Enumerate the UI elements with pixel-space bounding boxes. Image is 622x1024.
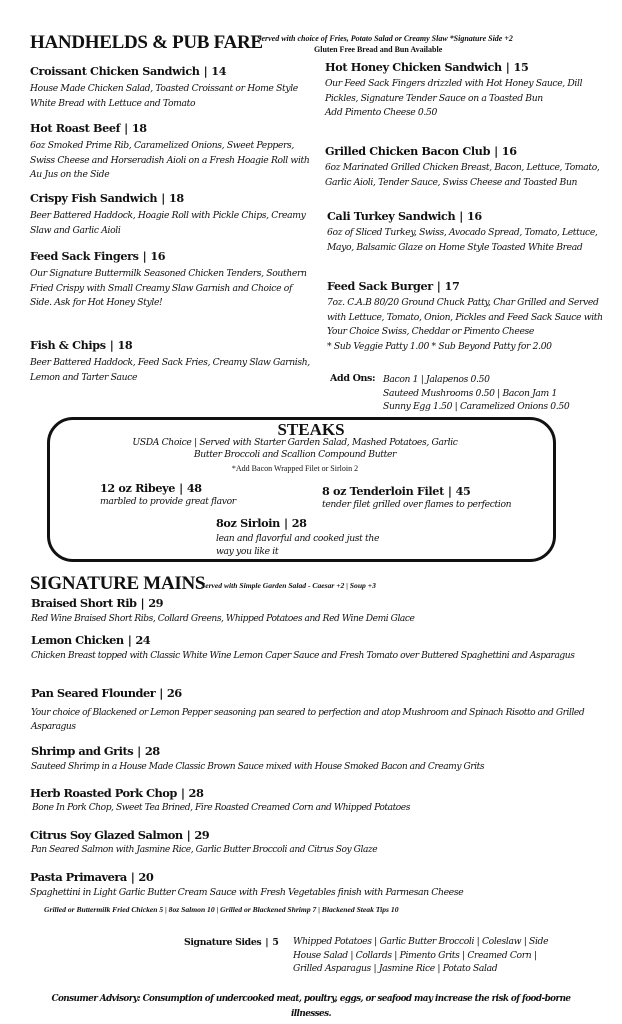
mains-addons: Grilled or Buttermilk Fried Chicken 5 | 8oz Salmon 10 | Grilled or Blackened Shrimp 7 | Blackened Steak Tips 10 bbox=[44, 905, 399, 914]
sides-line: Grilled Asparagus | Jasmine Rice | Potato Salad bbox=[293, 963, 498, 974]
item-name: Croissant Chicken Sandwich bbox=[30, 64, 200, 78]
item-desc: Beer Battered Haddock, Feed Sack Fries, Creamy Slaw Garnish, Lemon and Tarter Sauce bbox=[30, 357, 310, 383]
item-desc: 7oz. C.A.B 80/20 Ground Chuck Patty, Char Grilled and Served with Lettuce, Tomato, Onion, Pickles and Feed Sack Sauce with Your Choice Swiss, Cheddar or Pimento Cheese bbox=[327, 297, 603, 337]
addons-line: Sunny Egg 1.50 | Caramelized Onions 0.50 bbox=[383, 401, 570, 412]
item-desc: lean and flavorful and cooked just the bbox=[216, 533, 380, 544]
menu-item bbox=[30, 338, 315, 385]
item-desc: 6oz Smoked Prime Rib, Caramelized Onions, Sweet Peppers, Swiss Cheese and Horseradish Aioli on a Fresh Hoagie Roll with Au Jus on the Side bbox=[30, 140, 310, 180]
menu-item bbox=[327, 279, 615, 354]
item-price: 18 bbox=[168, 191, 184, 205]
steaks-desc bbox=[0, 437, 590, 461]
section-title-steaks: STEAKS bbox=[277, 420, 345, 439]
item-name: 12 oz Ribeye bbox=[100, 481, 176, 495]
item-name: Cali Turkey Sandwich bbox=[327, 209, 456, 223]
item-price: 29 bbox=[148, 596, 164, 610]
item-name: Braised Short Rib bbox=[31, 596, 137, 610]
steak-item bbox=[322, 484, 511, 513]
item-title: Herb Roasted Pork Chop | 28 bbox=[30, 786, 204, 800]
advisory-line: Consumer Advisory: Consumption of undercooked meat, poultry, eggs, or seafood may increase the risk of food-borne bbox=[51, 994, 571, 1004]
item-name: Lemon Chicken bbox=[31, 633, 124, 647]
item-price: 24 bbox=[135, 633, 151, 647]
item-desc: House Made Chicken Salad, Toasted Croissant or Home Style White Bread with Lettuce and Tomato bbox=[30, 83, 298, 109]
item-extra: * Sub Veggie Patty 1.00 * Sub Beyond Patty for 2.00 bbox=[327, 340, 552, 352]
item-desc: Pan Seared Salmon with Jasmine Rice, Garlic Butter Broccoli and Citrus Soy Glaze bbox=[31, 845, 378, 855]
item-price: 15 bbox=[513, 60, 529, 74]
item-price: 16 bbox=[466, 209, 482, 223]
item-desc: 6oz Marinated Grilled Chicken Breast, Bacon, Lettuce, Tomato, Garlic Aioli, Tender Sauce, Swiss Cheese and Toasted Bun bbox=[325, 162, 600, 188]
item-name: Hot Roast Beef bbox=[30, 121, 121, 135]
item-title: Grilled Chicken Bacon Club | 16 bbox=[325, 144, 517, 158]
item-title: Cali Turkey Sandwich | 16 bbox=[327, 209, 482, 223]
item-price: 14 bbox=[211, 64, 227, 78]
item-title: Feed Sack Burger | 17 bbox=[327, 279, 460, 293]
addons-list bbox=[383, 373, 622, 414]
main-item bbox=[30, 828, 620, 857]
main-item bbox=[30, 786, 620, 815]
advisory-line: illnesses. bbox=[290, 1009, 332, 1019]
item-name: Grilled Chicken Bacon Club bbox=[325, 144, 491, 158]
section-title-mains: SIGNATURE MAINS bbox=[30, 573, 206, 594]
item-price: 20 bbox=[138, 870, 154, 884]
menu-item bbox=[30, 64, 315, 111]
item-desc: Our Signature Buttermilk Seasoned Chicken Tenders, Southern Fried Crispy with Small Creamy Slaw Garnish and Choice of Side. Ask for Hot Honey Style! bbox=[30, 268, 307, 308]
main-item bbox=[31, 633, 576, 663]
item-price: 48 bbox=[186, 481, 202, 495]
item-name: 8oz Sirloin bbox=[216, 516, 280, 530]
item-extra: Add Pimento Cheese 0.50 bbox=[325, 107, 437, 118]
steak-item bbox=[100, 481, 236, 510]
item-title: Fish & Chips | 18 bbox=[30, 338, 133, 352]
item-title: Feed Sack Fingers | 16 bbox=[30, 249, 166, 263]
item-desc: 6oz of Sliced Turkey, Swiss, Avocado Spread, Tomato, Lettuce, Mayo, Balsamic Glaze on Home Style Toasted White Bread bbox=[327, 227, 598, 253]
item-price: 28 bbox=[188, 786, 204, 800]
item-price: 28 bbox=[144, 744, 160, 758]
item-price: 18 bbox=[131, 121, 147, 135]
item-desc: Bone In Pork Chop, Sweet Tea Brined, Fire Roasted Creamed Corn and Whipped Potatoes bbox=[32, 803, 410, 813]
item-desc: Spaghettini in Light Garlic Butter Cream Sauce with Fresh Vegetables finish with Parmesan Cheese bbox=[30, 887, 464, 898]
item-title: Crispy Fish Sandwich | 18 bbox=[30, 191, 184, 205]
addons-line: Sauteed Mushrooms 0.50 | Bacon Jam 1 bbox=[383, 387, 557, 399]
item-name: 8 oz Tenderloin Filet bbox=[322, 484, 444, 498]
addons-line: Bacon 1 | Jalapenos 0.50 bbox=[383, 374, 490, 385]
item-price: 16 bbox=[150, 249, 166, 263]
item-name: Feed Sack Burger bbox=[327, 279, 433, 293]
item-name: Shrimp and Grits bbox=[31, 744, 134, 758]
item-desc: marbled to provide great flavor bbox=[100, 496, 236, 507]
handhelds-note: Served with choice of Fries, Potato Salad or Creamy Slaw *Signature Side +2 bbox=[257, 34, 513, 43]
item-name: Pan Seared Flounder bbox=[31, 686, 156, 700]
menu-item bbox=[30, 121, 315, 183]
item-title: Croissant Chicken Sandwich | 14 bbox=[30, 64, 227, 78]
item-desc: Your choice of Blackened or Lemon Pepper seasoning pan seared to perfection and atop Mushroom and Spinach Risotto and Grilled Asparagus bbox=[31, 708, 585, 732]
item-title: Braised Short Rib | 29 bbox=[31, 596, 164, 610]
section-title-handhelds: HANDHELDS & PUB FARE bbox=[30, 32, 263, 53]
item-title: Hot Honey Chicken Sandwich | 15 bbox=[325, 60, 529, 74]
item-title: Shrimp and Grits | 28 bbox=[31, 744, 160, 758]
item-title: Pasta Primavera | 20 bbox=[30, 870, 154, 884]
item-desc: way you like it bbox=[216, 546, 279, 557]
main-item bbox=[31, 686, 591, 734]
item-price: 16 bbox=[501, 144, 517, 158]
item-desc: Sauteed Shrimp in a House Made Classic Brown Sauce mixed with House Smoked Bacon and Creamy Grits bbox=[31, 762, 485, 772]
menu-item bbox=[30, 191, 315, 238]
sides-line: House Salad | Collards | Pimento Grits | Creamed Corn | bbox=[293, 949, 537, 961]
item-title: Pan Seared Flounder | 26 bbox=[31, 686, 182, 700]
menu-item bbox=[325, 144, 610, 190]
item-name: Crispy Fish Sandwich bbox=[30, 191, 158, 205]
item-title: Hot Roast Beef | 18 bbox=[30, 121, 147, 135]
menu-item bbox=[30, 249, 315, 311]
item-desc: Our Feed Sack Fingers drizzled with Hot Honey Sauce, Dill Pickles, Signature Tender Sauce on a Toasted Bun bbox=[325, 78, 583, 104]
item-title: 12 oz Ribeye | 48 bbox=[100, 481, 202, 495]
main-item bbox=[31, 744, 621, 774]
steaks-desc-line: Butter Broccoli and Scallion Compound Butter bbox=[193, 449, 397, 460]
addons-label: Add Ons: bbox=[330, 373, 376, 384]
item-name: Pasta Primavera bbox=[30, 870, 127, 884]
item-price: 17 bbox=[444, 279, 460, 293]
sides-name: Signature Sides bbox=[184, 937, 262, 948]
item-name: Feed Sack Fingers bbox=[30, 249, 139, 263]
mains-note: Served with Simple Garden Salad - Caesar +2 | Soup +3 bbox=[201, 581, 376, 590]
main-item bbox=[31, 596, 611, 626]
item-desc: Beer Battered Haddock, Hoagie Roll with Pickle Chips, Creamy Slaw and Garlic Aioli bbox=[30, 210, 306, 236]
item-title: Citrus Soy Glazed Salmon | 29 bbox=[30, 828, 210, 842]
menu-item bbox=[327, 209, 610, 255]
item-name: Hot Honey Chicken Sandwich bbox=[325, 60, 502, 74]
item-title: 8oz Sirloin | 28 bbox=[216, 516, 307, 530]
sides-list bbox=[293, 935, 613, 976]
item-price: 28 bbox=[291, 516, 307, 530]
consumer-advisory bbox=[0, 992, 622, 1022]
item-desc: Chicken Breast topped with Classic White Wine Lemon Caper Sauce and Fresh Tomato over Buttered Spaghettini and Asparagus bbox=[31, 651, 575, 661]
item-title: 8 oz Tenderloin Filet | 45 bbox=[322, 484, 471, 498]
menu-item bbox=[325, 60, 610, 121]
item-desc: tender filet grilled over flames to perfection bbox=[322, 499, 512, 510]
sides-price: 5 bbox=[272, 937, 279, 948]
item-price: 18 bbox=[117, 338, 133, 352]
item-desc: Red Wine Braised Short Ribs, Collard Greens, Whipped Potatoes and Red Wine Demi Glace bbox=[31, 614, 415, 624]
steak-item bbox=[216, 516, 379, 558]
sides-line: Whipped Potatoes | Garlic Butter Broccoli | Coleslaw | Side bbox=[293, 936, 549, 947]
handhelds-gluten-note: Gluten Free Bread and Bun Available bbox=[314, 45, 443, 54]
item-price: 45 bbox=[455, 484, 471, 498]
sides-label: Signature Sides | 5 bbox=[184, 937, 279, 948]
item-name: Herb Roasted Pork Chop bbox=[30, 786, 177, 800]
main-item bbox=[30, 870, 620, 900]
item-title: Lemon Chicken | 24 bbox=[31, 633, 151, 647]
steaks-desc-line: USDA Choice | Served with Starter Garden Salad, Mashed Potatoes, Garlic bbox=[132, 437, 458, 448]
item-price: 29 bbox=[194, 828, 210, 842]
steaks-note: *Add Bacon Wrapped Filet or Sirloin 2 bbox=[231, 464, 359, 473]
item-price: 26 bbox=[166, 686, 182, 700]
item-name: Fish & Chips bbox=[30, 338, 106, 352]
item-name: Citrus Soy Glazed Salmon bbox=[30, 828, 183, 842]
